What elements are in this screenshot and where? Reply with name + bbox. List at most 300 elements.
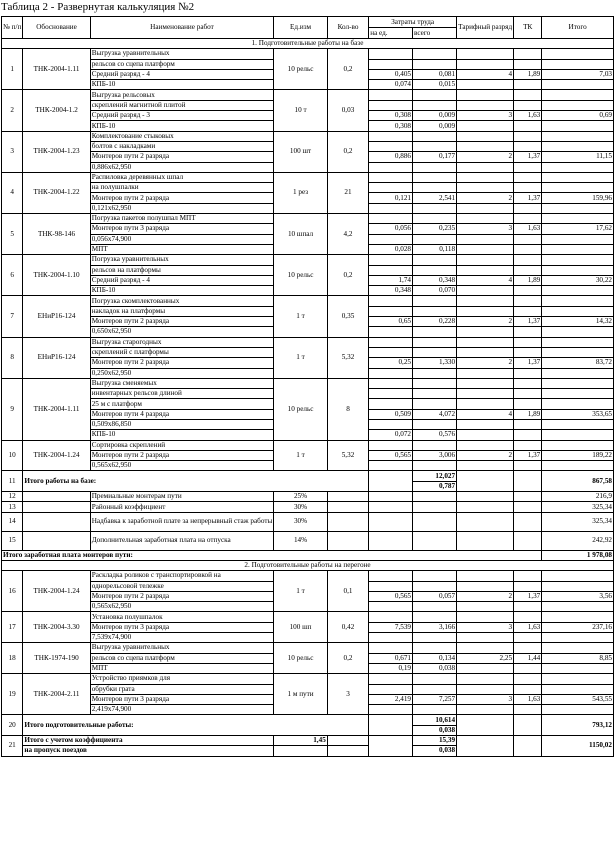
tariff-grade — [457, 378, 514, 388]
labor-total — [413, 399, 457, 409]
table-row — [2, 643, 614, 653]
labor-per-unit: 0,056 — [369, 224, 413, 234]
row-sum — [542, 612, 614, 622]
row-sum — [542, 214, 614, 224]
work-line: рельсов на платформы — [90, 265, 274, 275]
labor-total — [413, 234, 457, 244]
cell-empty — [457, 531, 514, 550]
row-sum — [542, 705, 614, 715]
row-sum — [542, 440, 614, 450]
row-sum — [542, 306, 614, 316]
cell-empty — [369, 531, 413, 550]
tariff-grade: 2 — [457, 358, 514, 368]
labor-per-unit — [369, 633, 413, 643]
cell-empty — [514, 492, 542, 502]
labor-total — [413, 389, 457, 399]
row-sum — [542, 59, 614, 69]
row-number: 8 — [2, 337, 23, 378]
labor-per-unit — [369, 643, 413, 653]
section-2-heading-title: 2. Подготовительные работы на перегоне — [2, 560, 614, 570]
work-line: 0,121х62,950 — [90, 203, 274, 213]
tariff-grade — [457, 327, 514, 337]
tariff-grade — [457, 183, 514, 193]
row-qty: 0,2 — [327, 49, 368, 90]
tariff-grade — [457, 663, 514, 673]
labor-total — [413, 255, 457, 265]
labor-total — [413, 419, 457, 429]
work-line: МПТ — [90, 663, 274, 673]
cell-empty — [369, 512, 413, 531]
tariff-grade — [457, 172, 514, 182]
cell-empty — [327, 492, 368, 502]
tk-coefficient: 1,89 — [514, 69, 542, 79]
extra-sum: 216,9 — [542, 492, 614, 502]
tariff-grade — [457, 419, 514, 429]
tariff-grade: 2,25 — [457, 653, 514, 663]
row-unit: 1 рез — [274, 172, 327, 213]
tk-coefficient — [514, 286, 542, 296]
tk-coefficient — [514, 571, 542, 581]
labor-per-unit — [369, 203, 413, 213]
labor-per-unit — [369, 571, 413, 581]
labor-per-unit: 0,308 — [369, 121, 413, 131]
row-basis: ТНК-2004-1.24 — [23, 571, 90, 612]
col-grade-header: Тарифный разряд — [457, 17, 514, 39]
row-sum — [542, 255, 614, 265]
row-sum — [542, 389, 614, 399]
tariff-grade — [457, 674, 514, 684]
total-labor-2: 0,787 — [413, 481, 457, 491]
table-row — [2, 674, 614, 684]
cell-empty — [369, 736, 413, 757]
row-number: 17 — [2, 612, 23, 643]
labor-total — [413, 100, 457, 110]
total-coef-sum: 1150,02 — [542, 736, 614, 757]
labor-total — [413, 183, 457, 193]
total-prep-row — [2, 715, 614, 725]
extra-label: Премиальные монтерам пути — [90, 492, 274, 502]
tariff-grade — [457, 306, 514, 316]
row-sum — [542, 244, 614, 254]
row-sum: 8,85 — [542, 653, 614, 663]
row-unit: 1 м пути — [274, 674, 327, 715]
tk-coefficient — [514, 59, 542, 69]
tk-coefficient — [514, 347, 542, 357]
labor-per-unit — [369, 612, 413, 622]
tk-coefficient: 1,37 — [514, 358, 542, 368]
row-unit: 1 т — [274, 440, 327, 471]
labor-per-unit: 0,65 — [369, 317, 413, 327]
labor-total — [413, 461, 457, 471]
labor-total: 0,576 — [413, 430, 457, 440]
extra-charge-row — [2, 512, 614, 531]
tariff-grade — [457, 705, 514, 715]
row-qty: 0,1 — [327, 571, 368, 612]
tariff-grade: 2 — [457, 450, 514, 460]
row-basis: ЕНиР16-124 — [23, 296, 90, 337]
tariff-grade: 3 — [457, 622, 514, 632]
cell-empty — [23, 502, 90, 512]
tk-coefficient — [514, 296, 542, 306]
labor-total: 0,038 — [413, 663, 457, 673]
extra-sum: 242,92 — [542, 531, 614, 550]
tariff-grade — [457, 121, 514, 131]
tk-coefficient: 1,37 — [514, 450, 542, 460]
table-row — [2, 378, 614, 388]
row-sum — [542, 100, 614, 110]
tariff-grade: 2 — [457, 591, 514, 601]
row-qty: 0,35 — [327, 296, 368, 337]
tk-coefficient: 1,63 — [514, 622, 542, 632]
table-row — [2, 49, 614, 59]
labor-total: 0,177 — [413, 152, 457, 162]
labor-per-unit: 0,25 — [369, 358, 413, 368]
work-line: Монтеров пути 3 разряда — [90, 224, 274, 234]
labor-total — [413, 581, 457, 591]
labor-per-unit: 0,072 — [369, 430, 413, 440]
work-line: на полушпалки — [90, 183, 274, 193]
total-coef-value: 1,45 — [274, 736, 327, 746]
cell-empty — [23, 512, 90, 531]
tariff-grade — [457, 100, 514, 110]
cell-empty — [457, 715, 514, 736]
section-1-heading — [2, 39, 614, 49]
labor-per-unit: 0,509 — [369, 409, 413, 419]
labor-total: 3,166 — [413, 622, 457, 632]
labor-per-unit — [369, 368, 413, 378]
labor-total — [413, 602, 457, 612]
row-sum — [542, 643, 614, 653]
cell-empty — [457, 471, 514, 492]
work-line: скреплений с платформы — [90, 347, 274, 357]
row-qty: 5,32 — [327, 337, 368, 378]
row-qty: 8 — [327, 378, 368, 440]
tariff-grade — [457, 643, 514, 653]
total-label: Итого подготовительные работы: — [23, 715, 369, 736]
total-labor-1: 10,614 — [413, 715, 457, 725]
cell-empty — [514, 471, 542, 492]
row-sum: 159,96 — [542, 193, 614, 203]
tk-coefficient — [514, 121, 542, 131]
row-qty: 0,2 — [327, 131, 368, 172]
labor-total — [413, 643, 457, 653]
work-line: КПБ-10 — [90, 80, 274, 90]
tariff-grade — [457, 234, 514, 244]
tariff-grade: 4 — [457, 275, 514, 285]
work-line: КПБ-10 — [90, 430, 274, 440]
tariff-grade — [457, 602, 514, 612]
tariff-grade — [457, 430, 514, 440]
table-row — [2, 612, 614, 622]
labor-per-unit — [369, 440, 413, 450]
labor-per-unit: 0,886 — [369, 152, 413, 162]
work-line: 0,056х74,900 — [90, 234, 274, 244]
tariff-grade — [457, 286, 514, 296]
extra-percent: 30% — [274, 502, 327, 512]
labor-per-unit: 7,539 — [369, 622, 413, 632]
work-line: 0,565х62,950 — [90, 602, 274, 612]
cell-empty — [369, 492, 413, 502]
col-labor-header: Затраты труда — [369, 17, 457, 28]
tariff-grade — [457, 49, 514, 59]
row-number: 4 — [2, 172, 23, 213]
row-sum: 237,16 — [542, 622, 614, 632]
row-number: 11 — [2, 471, 23, 492]
work-line: Выгрузка рельсовых — [90, 90, 274, 100]
work-line: обрубки грата — [90, 684, 274, 694]
tk-coefficient — [514, 684, 542, 694]
extra-sum: 325,34 — [542, 502, 614, 512]
labor-total: 0,009 — [413, 111, 457, 121]
cell-empty — [413, 531, 457, 550]
total-label: Итого работы на базе: — [23, 471, 369, 492]
row-basis: ТНК-2004-2.11 — [23, 674, 90, 715]
tk-coefficient — [514, 643, 542, 653]
labor-total — [413, 49, 457, 59]
labor-per-unit — [369, 49, 413, 59]
labor-per-unit — [369, 347, 413, 357]
labor-per-unit: 0,671 — [369, 653, 413, 663]
labor-total: 3,006 — [413, 450, 457, 460]
labor-per-unit — [369, 172, 413, 182]
work-line: Установка полушпалок — [90, 612, 274, 622]
total-coef-label-1: Итого с учетом коэффициента — [23, 736, 274, 746]
row-sum — [542, 581, 614, 591]
cell-empty — [413, 512, 457, 531]
extra-label: Надбавка к заработной плате за непрерывный стаж работы — [90, 512, 274, 531]
col-qty-header: Кол-во — [327, 17, 368, 39]
section-1-heading-title: 1. Подготовительные работы на базе — [2, 39, 614, 49]
labor-total — [413, 141, 457, 151]
tk-coefficient — [514, 663, 542, 673]
table-row — [2, 172, 614, 182]
row-unit: 100 шп — [274, 612, 327, 643]
labor-total — [413, 674, 457, 684]
row-qty: 5,32 — [327, 440, 368, 471]
tariff-grade — [457, 633, 514, 643]
total-coef-label-2: на пропуск поездов — [23, 746, 274, 756]
tariff-grade — [457, 296, 514, 306]
row-sum — [542, 90, 614, 100]
header-row — [2, 17, 614, 28]
tariff-grade — [457, 571, 514, 581]
row-number: 12 — [2, 492, 23, 502]
labor-per-unit: 0,565 — [369, 450, 413, 460]
tariff-grade — [457, 612, 514, 622]
row-basis: ТНК-1974-190 — [23, 643, 90, 674]
total-base-row — [2, 471, 614, 481]
work-line: Погрузка пакетов полушпал МПТ — [90, 214, 274, 224]
total-coef-row — [2, 736, 614, 746]
row-sum — [542, 183, 614, 193]
work-line: 7,539х74,900 — [90, 633, 274, 643]
labor-total: 0,118 — [413, 244, 457, 254]
row-number: 2 — [2, 90, 23, 131]
labor-total: 0,081 — [413, 69, 457, 79]
labor-total — [413, 90, 457, 100]
tariff-grade — [457, 440, 514, 450]
row-sum: 17,62 — [542, 224, 614, 234]
col-num-header: № п/п — [2, 17, 23, 39]
row-unit: 100 шт — [274, 131, 327, 172]
tk-coefficient — [514, 100, 542, 110]
total-sum: 867,58 — [542, 471, 614, 492]
labor-per-unit — [369, 59, 413, 69]
labor-total — [413, 214, 457, 224]
row-sum — [542, 80, 614, 90]
tk-coefficient — [514, 162, 542, 172]
extra-sum: 325,34 — [542, 512, 614, 531]
work-line: Монтеров пути 3 разряда — [90, 694, 274, 704]
row-basis: ТНК-2004-3.30 — [23, 612, 90, 643]
work-line: Выгрузка уравнительных — [90, 643, 274, 653]
labor-total — [413, 296, 457, 306]
row-basis: ТНК-2004-1.24 — [23, 440, 90, 471]
row-qty: 0,2 — [327, 255, 368, 296]
row-sum — [542, 461, 614, 471]
labor-total — [413, 633, 457, 643]
tk-coefficient — [514, 214, 542, 224]
work-line: Раскладка роликов с транспортировкой на — [90, 571, 274, 581]
table-row — [2, 255, 614, 265]
labor-total — [413, 368, 457, 378]
cell-empty — [23, 531, 90, 550]
tk-coefficient — [514, 581, 542, 591]
row-sum — [542, 131, 614, 141]
row-sum — [542, 49, 614, 59]
work-line: Выгрузка старогодных — [90, 337, 274, 347]
work-line: КПБ-10 — [90, 121, 274, 131]
tk-coefficient — [514, 131, 542, 141]
work-line: Монтеров пути 2 разряда — [90, 193, 274, 203]
labor-total — [413, 306, 457, 316]
table-row — [2, 214, 614, 224]
row-basis: ТНК-2004-1.11 — [23, 378, 90, 440]
labor-per-unit: 0,348 — [369, 286, 413, 296]
tk-coefficient — [514, 399, 542, 409]
row-basis: ТНК-98-146 — [23, 214, 90, 255]
row-number: 9 — [2, 378, 23, 440]
row-sum: 14,32 — [542, 317, 614, 327]
extra-label: Районный коэффициент — [90, 502, 274, 512]
tk-coefficient: 1,63 — [514, 694, 542, 704]
work-line: 0,886х62,950 — [90, 162, 274, 172]
work-line: Монтеров пути 4 разряда — [90, 409, 274, 419]
work-line: 0,250х62,950 — [90, 368, 274, 378]
labor-per-unit — [369, 674, 413, 684]
cell-empty — [327, 531, 368, 550]
row-unit: 10 рельс — [274, 49, 327, 90]
row-number: 19 — [2, 674, 23, 715]
cell-empty — [413, 502, 457, 512]
tariff-grade — [457, 389, 514, 399]
extra-percent: 30% — [274, 512, 327, 531]
labor-total — [413, 203, 457, 213]
tariff-grade: 3 — [457, 694, 514, 704]
cell-empty — [327, 736, 368, 746]
row-sum: 0,69 — [542, 111, 614, 121]
row-number: 18 — [2, 643, 23, 674]
tariff-grade: 2 — [457, 193, 514, 203]
table-row — [2, 440, 614, 450]
row-sum — [542, 337, 614, 347]
labor-total: 2,541 — [413, 193, 457, 203]
labor-total — [413, 162, 457, 172]
tariff-grade: 4 — [457, 69, 514, 79]
labor-total: 1,330 — [413, 358, 457, 368]
row-unit: 1 т — [274, 571, 327, 612]
cell-empty — [514, 531, 542, 550]
salary-total-row — [2, 550, 614, 560]
labor-per-unit: 0,19 — [369, 663, 413, 673]
total-sum: 793,12 — [542, 715, 614, 736]
work-line: Распиловка деревянных шпал — [90, 172, 274, 182]
labor-per-unit — [369, 162, 413, 172]
work-line: скреплений магнитной плитой — [90, 100, 274, 110]
labor-total — [413, 571, 457, 581]
col-basis-header: Обоснование — [23, 17, 90, 39]
row-number: 20 — [2, 715, 23, 736]
row-number: 13 — [2, 502, 23, 512]
cell-empty — [369, 471, 413, 492]
row-qty: 0,2 — [327, 643, 368, 674]
cell-empty — [413, 492, 457, 502]
row-sum — [542, 430, 614, 440]
labor-total — [413, 172, 457, 182]
tk-coefficient: 1,37 — [514, 152, 542, 162]
work-line: накладок на платформы — [90, 306, 274, 316]
section-2-heading — [2, 560, 614, 570]
tariff-grade — [457, 141, 514, 151]
tk-coefficient — [514, 172, 542, 182]
tk-coefficient — [514, 80, 542, 90]
work-line: болтов с накладками — [90, 141, 274, 151]
row-sum — [542, 347, 614, 357]
tk-coefficient — [514, 306, 542, 316]
work-line: Монтеров пути 3 разряда — [90, 622, 274, 632]
tariff-grade: 2 — [457, 317, 514, 327]
labor-total — [413, 440, 457, 450]
labor-total — [413, 612, 457, 622]
tariff-grade — [457, 347, 514, 357]
labor-total — [413, 705, 457, 715]
table-row — [2, 337, 614, 347]
work-line: Выгрузка уравнительных — [90, 49, 274, 59]
labor-total — [413, 131, 457, 141]
row-sum: 3,56 — [542, 591, 614, 601]
row-sum — [542, 141, 614, 151]
tk-coefficient — [514, 674, 542, 684]
work-line: Устройство приямков для — [90, 674, 274, 684]
tariff-grade — [457, 255, 514, 265]
labor-per-unit: 0,028 — [369, 244, 413, 254]
total-coef-labor-2: 0,038 — [413, 746, 457, 756]
cell-empty — [457, 736, 514, 757]
row-qty: 21 — [327, 172, 368, 213]
tariff-grade — [457, 90, 514, 100]
labor-per-unit — [369, 327, 413, 337]
labor-per-unit — [369, 684, 413, 694]
labor-per-unit — [369, 378, 413, 388]
tk-coefficient — [514, 612, 542, 622]
labor-per-unit — [369, 265, 413, 275]
row-qty: 3 — [327, 674, 368, 715]
labor-per-unit — [369, 90, 413, 100]
row-sum — [542, 674, 614, 684]
work-line: Погрузка уравнительных — [90, 255, 274, 265]
tariff-grade: 2 — [457, 152, 514, 162]
table-caption: Таблица 2 - Развернутая калькуляция №2 — [1, 1, 195, 13]
